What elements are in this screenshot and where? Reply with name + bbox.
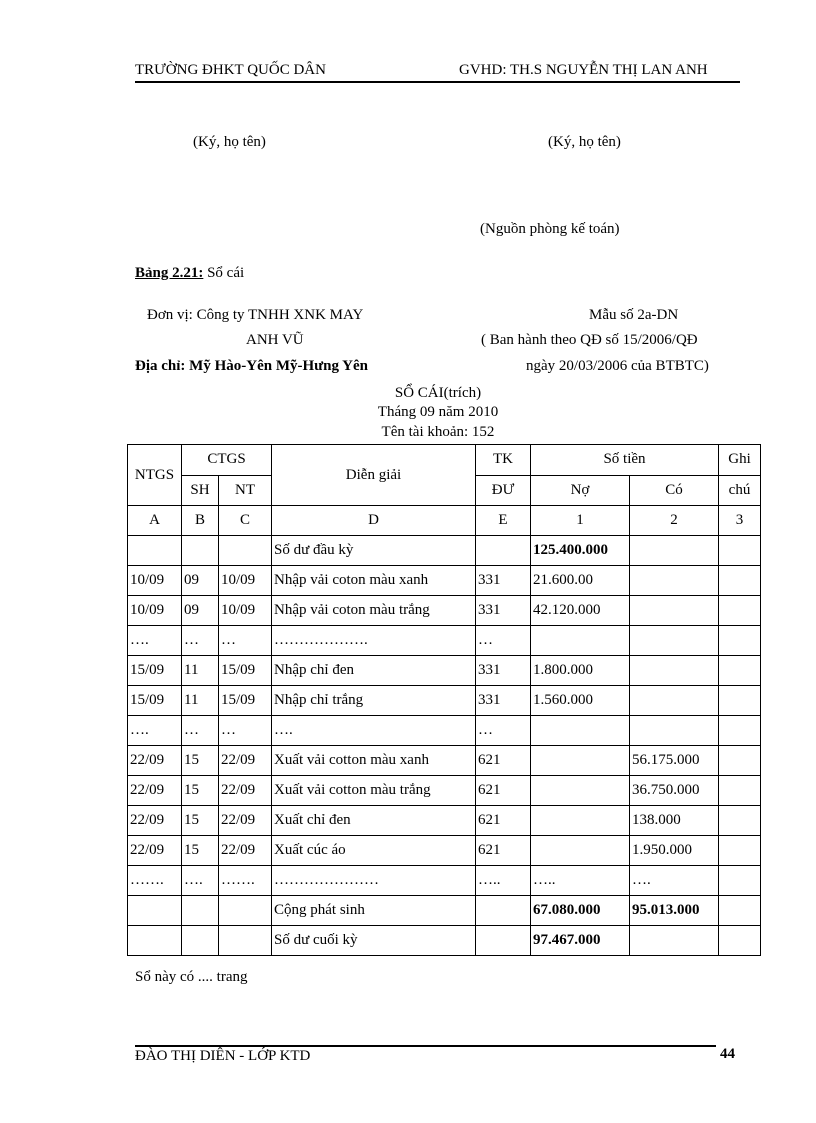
cell-ghi-chu — [719, 566, 761, 596]
table-row — [128, 716, 761, 746]
cell-nt — [219, 896, 272, 926]
header-instructor: GVHD: TH.S NGUYỄN THỊ LAN ANH — [459, 62, 708, 78]
code-cell: E — [476, 506, 531, 536]
cell-ntgs: 22/09 — [128, 836, 182, 866]
form-decision: ( Ban hành theo QĐ số 15/2006/QĐ — [481, 332, 698, 348]
col-nt: NT — [219, 475, 272, 506]
cell-co: 36.750.000 — [630, 776, 719, 806]
cell-nt: 15/09 — [219, 656, 272, 686]
table-caption — [135, 265, 244, 282]
cell-co — [630, 716, 719, 746]
cell-ghi-chu — [719, 896, 761, 926]
cell-dien-giai: Nhập chỉ trắng — [272, 686, 476, 716]
cell-sh: 11 — [182, 656, 219, 686]
header-rule — [135, 81, 740, 83]
cell-ntgs: …. — [128, 716, 182, 746]
signature-left: (Ký, họ tên) — [193, 134, 266, 150]
cell-co — [630, 596, 719, 626]
table-row — [128, 776, 761, 806]
cell-nt: 22/09 — [219, 806, 272, 836]
cell-co — [630, 926, 719, 956]
cell-dien-giai: Nhập vải coton màu xanh — [272, 566, 476, 596]
cell-no: 97.467.000 — [531, 926, 630, 956]
cell-ntgs: ……. — [128, 866, 182, 896]
cell-nt: … — [219, 716, 272, 746]
cell-dien-giai: Số dư cuối kỳ — [272, 926, 476, 956]
cell-co — [630, 566, 719, 596]
table-row — [128, 926, 761, 956]
cell-tk — [476, 536, 531, 566]
table-row — [128, 626, 761, 656]
col-no: Nợ — [531, 475, 630, 506]
cell-nt: 22/09 — [219, 746, 272, 776]
cell-sh — [182, 536, 219, 566]
footnote: Sổ này có .... trang — [135, 969, 248, 985]
header-row-1 — [128, 445, 761, 476]
cell-ghi-chu — [719, 776, 761, 806]
cell-nt: 10/09 — [219, 596, 272, 626]
col-chu: chú — [719, 475, 761, 506]
cell-tk: 621 — [476, 806, 531, 836]
cell-tk: 331 — [476, 656, 531, 686]
cell-dien-giai: Xuất vải cotton màu trắng — [272, 776, 476, 806]
header-school: TRƯỜNG ĐHKT QUỐC DÂN — [135, 62, 326, 78]
cell-ntgs: 10/09 — [128, 566, 182, 596]
cell-ghi-chu — [719, 866, 761, 896]
code-cell: A — [128, 506, 182, 536]
code-cell: 3 — [719, 506, 761, 536]
cell-no — [531, 836, 630, 866]
cell-no: 42.120.000 — [531, 596, 630, 626]
cell-sh — [182, 926, 219, 956]
cell-sh: 09 — [182, 566, 219, 596]
cell-sh: … — [182, 626, 219, 656]
code-cell: C — [219, 506, 272, 536]
footer-author: ĐÀO THỊ DIÊN - LỚP KTD — [135, 1048, 311, 1064]
table-row — [128, 686, 761, 716]
cell-sh: 09 — [182, 596, 219, 626]
cell-dien-giai: Cộng phát sinh — [272, 896, 476, 926]
table-row — [128, 896, 761, 926]
col-co: Có — [630, 475, 719, 506]
cell-co: 138.000 — [630, 806, 719, 836]
cell-sh: … — [182, 716, 219, 746]
cell-tk: … — [476, 716, 531, 746]
cell-no: 1.800.000 — [531, 656, 630, 686]
col-du: ĐƯ — [476, 475, 531, 506]
cell-no: ….. — [531, 866, 630, 896]
table-row — [128, 536, 761, 566]
col-tk: TK — [476, 445, 531, 476]
table-row — [128, 836, 761, 866]
cell-ntgs: 10/09 — [128, 596, 182, 626]
cell-no: 1.560.000 — [531, 686, 630, 716]
cell-tk: ….. — [476, 866, 531, 896]
cell-nt: 10/09 — [219, 566, 272, 596]
cell-ntgs — [128, 926, 182, 956]
table-row — [128, 596, 761, 626]
unit-name-line1: Đơn vị: Công ty TNHH XNK MAY — [147, 307, 364, 323]
cell-nt: 15/09 — [219, 686, 272, 716]
cell-dien-giai: ………………… — [272, 866, 476, 896]
col-so-tien: Số tiền — [531, 445, 719, 476]
ledger-table — [127, 444, 761, 956]
cell-sh: 15 — [182, 776, 219, 806]
cell-sh: 11 — [182, 686, 219, 716]
cell-nt — [219, 536, 272, 566]
cell-dien-giai: …. — [272, 716, 476, 746]
cell-ntgs: 22/09 — [128, 746, 182, 776]
code-cell: 2 — [630, 506, 719, 536]
cell-ntgs — [128, 536, 182, 566]
cell-dien-giai: Nhập vải coton màu trắng — [272, 596, 476, 626]
cell-tk: 331 — [476, 566, 531, 596]
cell-ntgs: 15/09 — [128, 656, 182, 686]
cell-ntgs: 15/09 — [128, 686, 182, 716]
cell-dien-giai: Số dư đầu kỳ — [272, 536, 476, 566]
cell-sh — [182, 896, 219, 926]
col-ntgs: NTGS — [128, 445, 182, 506]
cell-co: …. — [630, 866, 719, 896]
cell-nt — [219, 926, 272, 956]
ledger-month: Tháng 09 năm 2010 — [377, 404, 499, 420]
cell-tk: 621 — [476, 776, 531, 806]
cell-no — [531, 746, 630, 776]
col-dien-giai: Diễn giải — [272, 445, 476, 506]
unit-name-line2: ANH VŨ — [246, 332, 304, 348]
cell-tk — [476, 926, 531, 956]
code-cell: B — [182, 506, 219, 536]
cell-dien-giai: Nhập chỉ đen — [272, 656, 476, 686]
cell-ghi-chu — [719, 926, 761, 956]
cell-ghi-chu — [719, 836, 761, 866]
cell-ghi-chu — [719, 746, 761, 776]
cell-no — [531, 806, 630, 836]
footer-rule — [135, 1045, 716, 1047]
table-row — [128, 656, 761, 686]
cell-no — [531, 776, 630, 806]
caption-label: Bảng 2.21: — [135, 265, 204, 281]
cell-ntgs: 22/09 — [128, 806, 182, 836]
cell-no: 125.400.000 — [531, 536, 630, 566]
cell-co — [630, 536, 719, 566]
form-date: ngày 20/03/2006 của BTBTC) — [526, 358, 709, 374]
cell-ntgs: …. — [128, 626, 182, 656]
cell-ntgs: 22/09 — [128, 776, 182, 806]
cell-nt: ……. — [219, 866, 272, 896]
unit-address: Địa chỉ: Mỹ Hào-Yên Mỹ-Hưng Yên — [135, 358, 369, 374]
cell-dien-giai: Xuất cúc áo — [272, 836, 476, 866]
cell-co — [630, 656, 719, 686]
cell-co — [630, 686, 719, 716]
cell-sh: 15 — [182, 806, 219, 836]
cell-tk: 621 — [476, 746, 531, 776]
cell-no — [531, 626, 630, 656]
cell-nt: 22/09 — [219, 776, 272, 806]
cell-co: 1.950.000 — [630, 836, 719, 866]
cell-sh: …. — [182, 866, 219, 896]
cell-ghi-chu — [719, 536, 761, 566]
cell-dien-giai: Xuất vải cotton màu xanh — [272, 746, 476, 776]
cell-ghi-chu — [719, 656, 761, 686]
cell-nt: … — [219, 626, 272, 656]
cell-ghi-chu — [719, 596, 761, 626]
cell-ntgs — [128, 896, 182, 926]
cell-sh: 15 — [182, 746, 219, 776]
col-ctgs: CTGS — [182, 445, 272, 476]
ledger-title: SỔ CÁI(trích) — [394, 385, 482, 401]
cell-co — [630, 626, 719, 656]
page-number: 44 — [720, 1046, 735, 1062]
caption-text: Sổ cái — [203, 265, 245, 281]
ledger-account: Tên tài khoản: 152 — [381, 424, 495, 440]
cell-co: 95.013.000 — [630, 896, 719, 926]
col-ghi: Ghi — [719, 445, 761, 476]
table-row — [128, 806, 761, 836]
cell-ghi-chu — [719, 716, 761, 746]
cell-no: 21.600.00 — [531, 566, 630, 596]
table-row — [128, 566, 761, 596]
cell-ghi-chu — [719, 686, 761, 716]
cell-sh: 15 — [182, 836, 219, 866]
cell-dien-giai: Xuất chỉ đen — [272, 806, 476, 836]
cell-co: 56.175.000 — [630, 746, 719, 776]
cell-no — [531, 716, 630, 746]
code-cell: D — [272, 506, 476, 536]
form-number: Mẫu số 2a-DN — [589, 307, 679, 323]
signature-right: (Ký, họ tên) — [548, 134, 621, 150]
col-sh: SH — [182, 475, 219, 506]
cell-dien-giai: ………………. — [272, 626, 476, 656]
code-cell: 1 — [531, 506, 630, 536]
cell-ghi-chu — [719, 626, 761, 656]
table-row — [128, 866, 761, 896]
cell-ghi-chu — [719, 806, 761, 836]
cell-tk: … — [476, 626, 531, 656]
cell-tk — [476, 896, 531, 926]
cell-no: 67.080.000 — [531, 896, 630, 926]
cell-tk: 331 — [476, 596, 531, 626]
table-row — [128, 746, 761, 776]
cell-tk: 621 — [476, 836, 531, 866]
source-note: (Nguồn phòng kế toán) — [480, 221, 620, 237]
cell-tk: 331 — [476, 686, 531, 716]
cell-nt: 22/09 — [219, 836, 272, 866]
code-row — [128, 506, 761, 536]
